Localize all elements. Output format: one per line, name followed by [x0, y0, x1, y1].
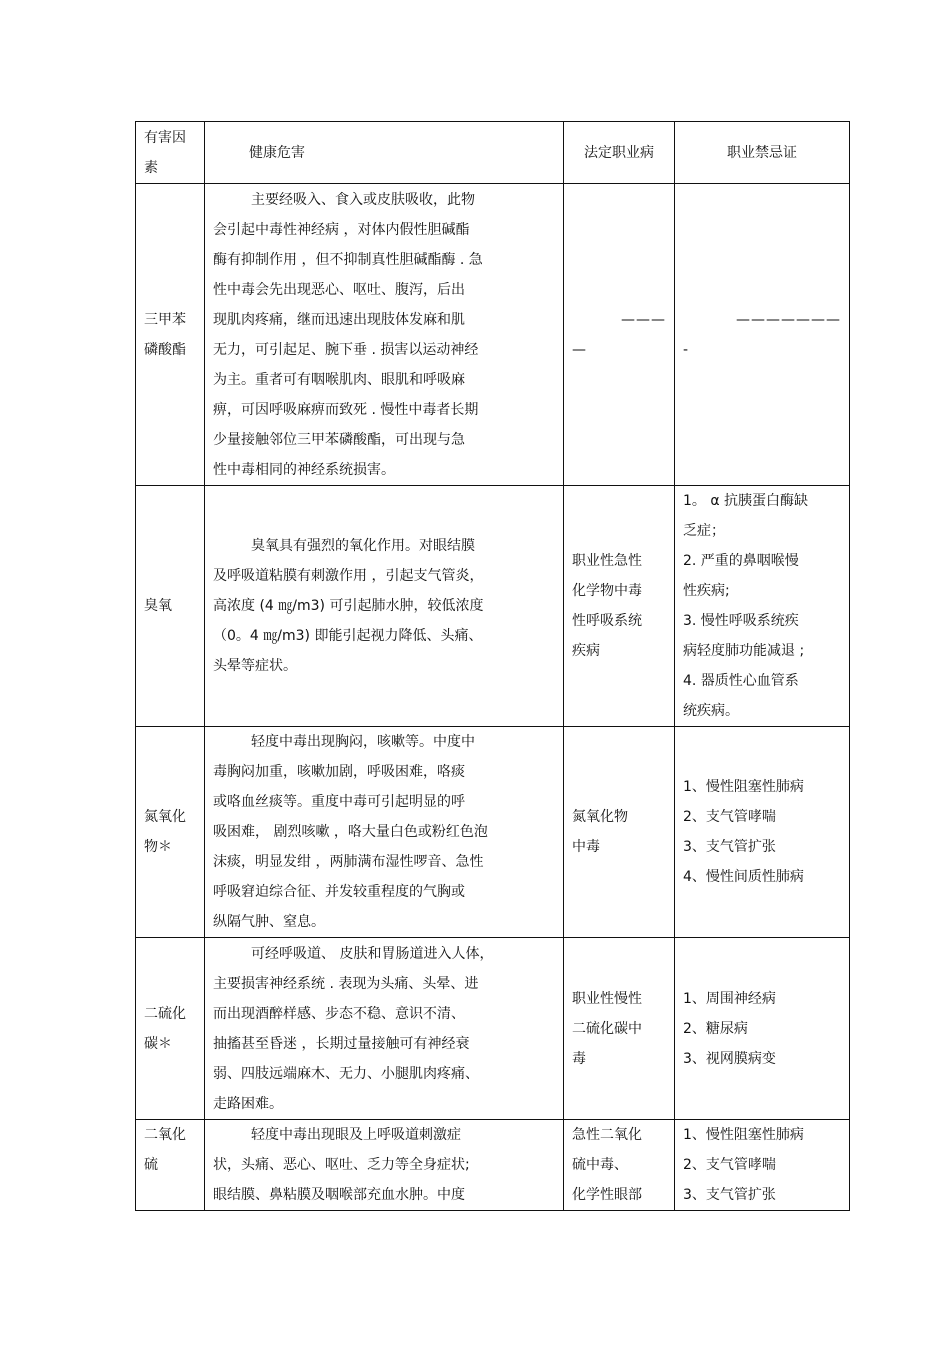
harm-line: 及呼吸道粘膜有刺激作用 ，引起支气管炎，: [213, 568, 484, 584]
factor-line: 碳＊: [144, 1035, 172, 1052]
harm-line: 可经呼吸道、 皮肤和胃肠道进入人体，: [251, 945, 494, 962]
factor-line: 磷酸酯: [144, 341, 186, 358]
factor-line: 物＊: [144, 839, 172, 855]
contra-cell: [675, 727, 850, 938]
contra-line: 3、视网膜病变: [683, 1050, 776, 1067]
header-factor: [136, 122, 205, 184]
harm-line: 毒胸闷加重，咳嗽加剧，呼吸困难，咯痰: [213, 764, 465, 780]
contra-line: 2. 严重的鼻咽喉慢: [683, 553, 799, 569]
table-row: [136, 727, 850, 938]
contra-line: 2、糖尿病: [683, 1020, 748, 1037]
harm-line: 抽搐甚至昏迷 ，长期过量接触可有神经衰: [213, 1035, 470, 1052]
contra-cell: [675, 938, 850, 1120]
harm-line: 头晕等症状。: [213, 658, 297, 674]
contra-line: 1、慢性阻塞性肺病: [683, 779, 804, 795]
factor-cell: [136, 486, 205, 727]
disease-line: 毒: [572, 1050, 586, 1067]
harm-line: 弱、四肢远端麻木、无力、小腿肌肉疼痛、: [213, 1065, 479, 1082]
harm-line: 眼结膜、鼻粘膜及咽喉部充血水肿。中度: [213, 1187, 465, 1203]
contra-line: 3、支气管扩张: [683, 1187, 776, 1203]
disease-line: 化学性眼部: [572, 1187, 642, 1203]
harm-line: 或咯血丝痰等。重度中毒可引起明显的呼: [213, 794, 465, 810]
table-row: [136, 938, 850, 1120]
factor-cell: [136, 184, 205, 486]
harm-cell: [205, 1120, 564, 1211]
harm-line: 高浓度 (4 ㎎/m3) 可引起肺水肿，较低浓度: [213, 598, 484, 614]
contra-line: 病轻度肺功能减退 ;: [683, 643, 805, 659]
table-row: [136, 184, 850, 486]
contra-line: 1。 α 抗胰蛋白酶缺: [683, 493, 809, 509]
disease-line: 化学物中毒: [572, 583, 642, 599]
disease-line: 职业性慢性: [572, 990, 642, 1007]
header-harm: 健康危害: [205, 122, 564, 184]
disease-cell: [564, 486, 675, 727]
table-row: [136, 486, 850, 727]
table-row: [136, 1120, 850, 1211]
contra-line: 性疾病;: [683, 583, 730, 599]
harm-line: （0。4 ㎎/m3) 即能引起视力降低、头痛、: [213, 628, 483, 644]
disease-line: 急性二氧化: [572, 1127, 642, 1143]
contra-line: 2、支气管哮喘: [683, 809, 776, 825]
disease-line: 疾病: [572, 643, 600, 659]
harm-line: 纵隔气肿、窒息。: [213, 914, 325, 930]
harm-cell: [205, 938, 564, 1120]
disease-line: 氮氧化物: [572, 809, 628, 825]
disease-cell: [564, 727, 675, 938]
harm-line: 酶有抑制作用 ，但不抑制真性胆碱酯酶 . 急: [213, 251, 483, 268]
harm-cell: [205, 486, 564, 727]
factor-cell: [136, 1120, 205, 1211]
contra-cell: [675, 184, 850, 486]
header-contra: 职业禁忌证: [675, 122, 850, 184]
disease-cell: [564, 184, 675, 486]
harm-line: 少量接触邻位三甲苯磷酸酯，可出现与急: [213, 431, 465, 448]
harm-cell: [205, 184, 564, 486]
harm-line: 呼吸窘迫综合征、并发较重程度的气胸或: [213, 884, 465, 900]
contra-line: 4、慢性间质性肺病: [683, 869, 804, 885]
harm-line: 沫痰，明显发绀 ，两肺满布湿性啰音、急性: [213, 854, 484, 870]
contra-line: 3、支气管扩张: [683, 839, 776, 855]
harm-cell: [205, 727, 564, 938]
disease-line: 硫中毒、: [572, 1157, 628, 1173]
harm-line: 臭氧具有强烈的氧化作用。对眼结膜: [251, 538, 475, 554]
contra-line: 统疾病。: [683, 703, 739, 719]
harm-line: 现肌肉疼痛，继而迅速出现肢体发麻和肌: [213, 311, 465, 328]
table-header-row: [136, 122, 850, 184]
contra-line: 3. 慢性呼吸系统疾: [683, 613, 799, 629]
factor-line: 二氧化: [144, 1127, 186, 1143]
harm-line: 主要损害神经系统 . 表现为头痛、头晕、进: [213, 975, 479, 992]
contra-cell: [675, 1120, 850, 1211]
contra-line: 乏症；: [683, 523, 725, 539]
harm-line: 状，头痛、恶心、呕吐、乏力等全身症状;: [213, 1157, 470, 1173]
harm-line: 吸困难， 剧烈咳嗽 ，咯大量白色或粉红色泡: [213, 824, 488, 840]
harm-line: 走路困难。: [213, 1095, 283, 1112]
factor-cell: [136, 727, 205, 938]
disease-line: 中毒: [572, 839, 600, 855]
header-disease: 法定职业病: [564, 122, 675, 184]
harm-line: 轻度中毒出现眼及上呼吸道刺激症: [251, 1127, 461, 1143]
harm-line: 性中毒相同的神经系统损害。: [213, 461, 395, 478]
contra-line: 4. 器质性心血管系: [683, 673, 799, 689]
factor-cell: [136, 938, 205, 1120]
harm-line: 为主。重者可有咽喉肌肉、眼肌和呼吸麻: [213, 371, 465, 388]
header-factor-label: 有害因素: [144, 129, 186, 176]
contra-line: ———————: [736, 311, 841, 328]
disease-line: 职业性急性: [572, 553, 642, 569]
hazard-table: [135, 121, 850, 1211]
disease-line: —: [572, 341, 586, 358]
harm-line: 主要经吸入、食入或皮肤吸收，此物: [251, 191, 475, 208]
disease-cell: [564, 1120, 675, 1211]
disease-cell: [564, 938, 675, 1120]
factor-line: 二硫化: [144, 1005, 186, 1022]
factor-line: 三甲苯: [144, 311, 186, 328]
harm-line: 轻度中毒出现胸闷，咳嗽等。中度中: [251, 734, 475, 750]
contra-cell: [675, 486, 850, 727]
contra-line: 2、支气管哮喘: [683, 1157, 776, 1173]
harm-line: 痹，可因呼吸麻痹而致死 . 慢性中毒者长期: [213, 401, 479, 418]
contra-line: 1、周围神经病: [683, 990, 776, 1007]
factor-line: 氮氧化: [144, 809, 186, 825]
factor-line: 臭氧: [144, 598, 172, 614]
contra-line: -: [683, 341, 689, 358]
harm-line: 无力，可引起足、腕下垂 . 损害以运动神经: [213, 341, 479, 358]
disease-line: ———: [621, 311, 666, 328]
contra-line: 1、慢性阻塞性肺病: [683, 1127, 804, 1143]
factor-line: 硫: [144, 1157, 158, 1173]
harm-line: 会引起中毒性神经病 ，对体内假性胆碱酯: [213, 221, 470, 238]
harm-line: 性中毒会先出现恶心、呕吐、腹泻，后出: [213, 281, 465, 298]
disease-line: 性呼吸系统: [572, 613, 642, 629]
disease-line: 二硫化碳中: [572, 1020, 642, 1037]
harm-line: 而出现酒醉样感、步态不稳、意识不清、: [213, 1005, 465, 1022]
